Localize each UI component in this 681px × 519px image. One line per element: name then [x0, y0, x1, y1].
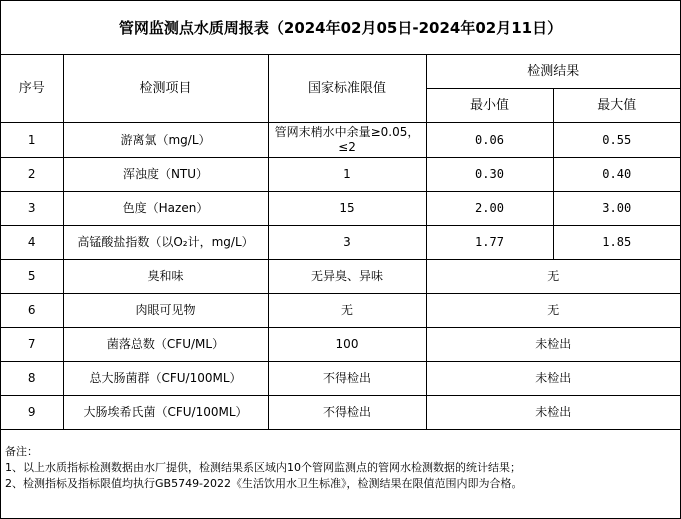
cell-max: 3.00: [553, 192, 680, 226]
header-item: 检测项目: [63, 55, 268, 123]
header-max: 最大值: [553, 89, 680, 123]
header-min: 最小值: [426, 89, 553, 123]
report-title: 管网监测点水质周报表（2024年02月05日-2024年02月11日）: [1, 1, 680, 55]
table-row: [1, 260, 680, 294]
notes-label: 备注：: [5, 445, 38, 458]
cell-standard: 3: [268, 226, 426, 260]
header-result: 检测结果: [426, 55, 680, 89]
cell-max: 0.55: [553, 123, 680, 158]
cell-seq: 8: [1, 362, 63, 396]
cell-min: 0.06: [426, 123, 553, 158]
header-seq: 序号: [1, 55, 63, 123]
notes-section: [1, 430, 680, 492]
cell-min: 1.77: [426, 226, 553, 260]
cell-result: 未检出: [426, 328, 680, 362]
cell-result: 未检出: [426, 362, 680, 396]
table-row: [1, 328, 680, 362]
cell-seq: 6: [1, 294, 63, 328]
table-row: [1, 362, 680, 396]
cell-result: 未检出: [426, 396, 680, 430]
notes-line-1: 1、以上水质指标检测数据由水厂提供，检测结果系区域内10个管网监测点的管网水检测数据的统计结果；: [5, 461, 521, 474]
cell-min: 2.00: [426, 192, 553, 226]
cell-max: 0.40: [553, 158, 680, 192]
notes-line-2: 2、检测指标及指标限值均执行GB5749-2022《生活饮用水卫生标准》，检测结果在限值范围内即为合格。: [5, 477, 523, 490]
cell-standard: 1: [268, 158, 426, 192]
table-row: [1, 294, 680, 328]
cell-seq: 5: [1, 260, 63, 294]
table-row: [1, 123, 680, 158]
header-row-1: [1, 55, 680, 89]
table-row: [1, 158, 680, 192]
cell-max: 1.85: [553, 226, 680, 260]
cell-standard: 不得检出: [268, 396, 426, 430]
cell-standard: 不得检出: [268, 362, 426, 396]
cell-standard: 100: [268, 328, 426, 362]
cell-item: 总大肠菌群（CFU/100ML）: [63, 362, 268, 396]
cell-item: 游离氯（mg/L）: [63, 123, 268, 158]
cell-standard: 无异臭、异味: [268, 260, 426, 294]
results-table: [1, 55, 680, 430]
table-row: [1, 192, 680, 226]
cell-seq: 2: [1, 158, 63, 192]
cell-seq: 7: [1, 328, 63, 362]
table-row: [1, 226, 680, 260]
cell-item: 高锰酸盐指数（以O₂计，mg/L）: [63, 226, 268, 260]
cell-standard: 15: [268, 192, 426, 226]
cell-seq: 9: [1, 396, 63, 430]
cell-item: 菌落总数（CFU/ML）: [63, 328, 268, 362]
cell-standard: 管网末梢水中余量≥0.05，≤2: [268, 123, 426, 158]
cell-standard: 无: [268, 294, 426, 328]
cell-seq: 3: [1, 192, 63, 226]
table-row: [1, 396, 680, 430]
header-standard: 国家标准限值: [268, 55, 426, 123]
cell-seq: 1: [1, 123, 63, 158]
cell-item: 肉眼可见物: [63, 294, 268, 328]
cell-result: 无: [426, 294, 680, 328]
cell-min: 0.30: [426, 158, 553, 192]
cell-item: 色度（Hazen）: [63, 192, 268, 226]
cell-seq: 4: [1, 226, 63, 260]
cell-item: 臭和味: [63, 260, 268, 294]
cell-item: 大肠埃希氏菌（CFU/100ML）: [63, 396, 268, 430]
cell-item: 浑浊度（NTU）: [63, 158, 268, 192]
cell-result: 无: [426, 260, 680, 294]
